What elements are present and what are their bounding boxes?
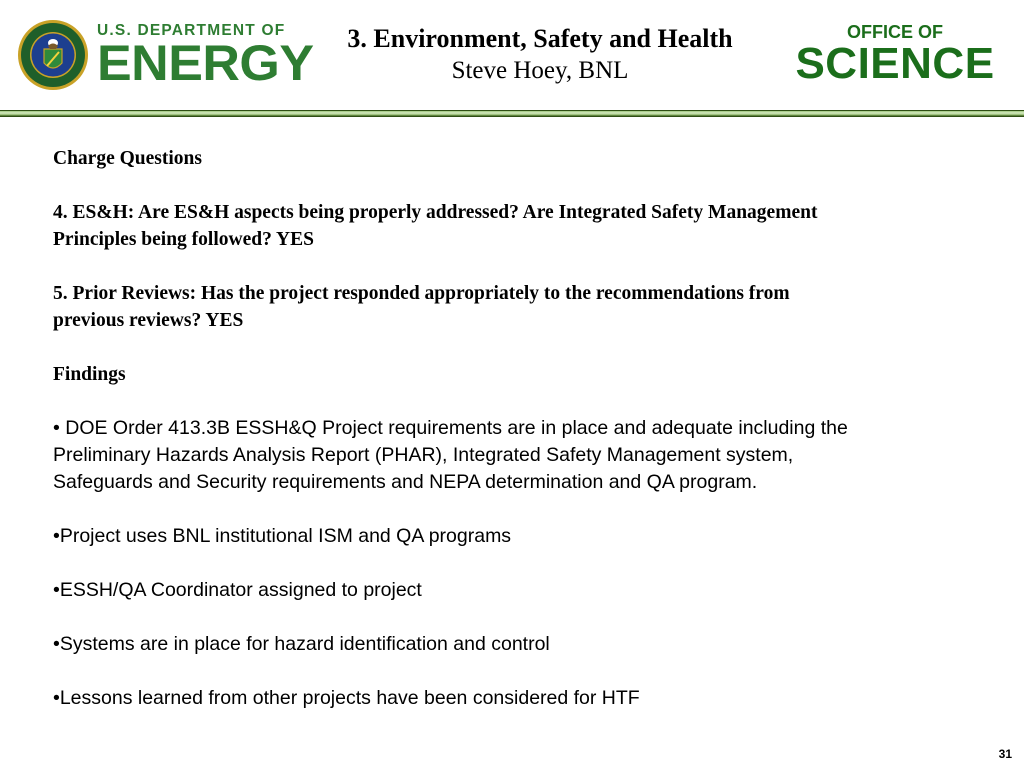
finding-line: • DOE Order 413.3B ESSH&Q Project requirements are in place and adequate including the — [53, 417, 848, 439]
office-logo-line1: OFFICE OF — [847, 22, 943, 42]
finding-item — [53, 415, 1003, 496]
charge-question-4 — [53, 199, 1003, 253]
finding-line: Preliminary Hazards Analysis Report (PHAR), Integrated Safety Management system, — [53, 444, 794, 466]
page-number: 31 — [998, 747, 1012, 761]
doe-seal-icon — [17, 19, 89, 91]
finding-item: •Lessons learned from other projects have been considered for HTF — [53, 687, 640, 709]
slide-header — [0, 0, 1024, 112]
office-of-science-logo — [782, 21, 1008, 88]
findings-heading: Findings — [53, 364, 126, 385]
slide-title-block — [300, 22, 780, 86]
header-divider — [0, 110, 1024, 117]
slide-body — [53, 145, 1003, 712]
doe-logo-line2: ENERGY — [97, 35, 314, 91]
doe-logo — [97, 22, 314, 91]
slide-subtitle: Steve Hoey, BNL — [451, 57, 629, 84]
question-line: previous reviews? YES — [53, 310, 244, 331]
finding-item: •ESSH/QA Coordinator assigned to project — [53, 579, 422, 601]
office-logo-line2: SCIENCE — [795, 39, 995, 88]
charge-question-5 — [53, 280, 1003, 334]
question-line: 5. Prior Reviews: Has the project responded appropriately to the recommendations from — [53, 283, 790, 304]
finding-line: Safeguards and Security requirements and NEPA determination and QA program. — [53, 471, 758, 493]
finding-item: •Project uses BNL institutional ISM and QA programs — [53, 525, 512, 547]
finding-item: •Systems are in place for hazard identification and control — [53, 633, 550, 655]
question-line: 4. ES&H: Are ES&H aspects being properly addressed? Are Integrated Safety Management — [53, 202, 818, 223]
doe-logo-line1: U.S. DEPARTMENT OF — [97, 22, 286, 39]
slide-title: 3. Environment, Safety and Health — [347, 24, 733, 53]
question-line: Principles being followed? YES — [53, 229, 314, 250]
charge-questions-heading: Charge Questions — [53, 148, 202, 169]
